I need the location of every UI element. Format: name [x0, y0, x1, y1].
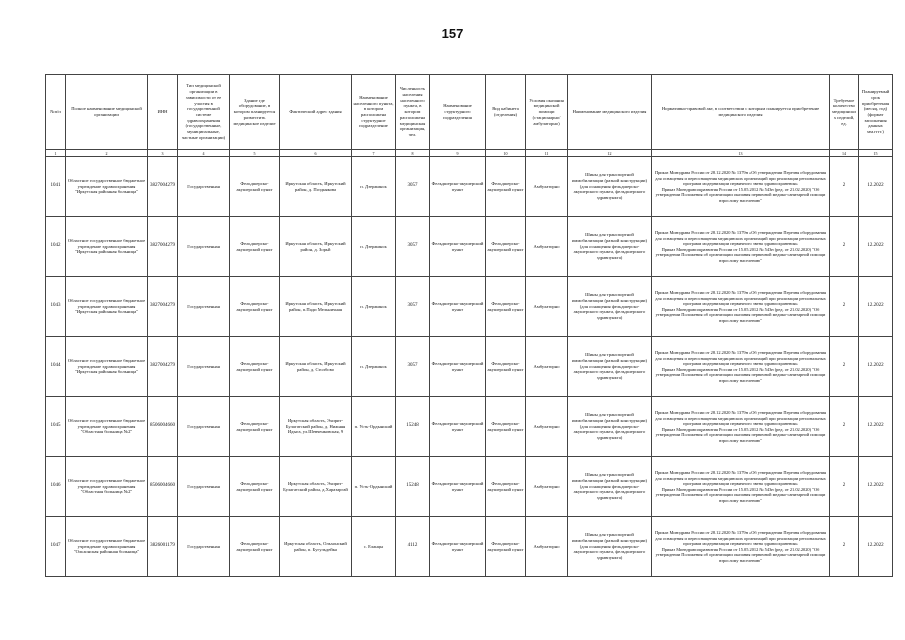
building: Фельдшерско-акушерский пункт	[230, 457, 280, 517]
purchase-term: 12.2022	[859, 277, 893, 337]
column-number: 3	[148, 150, 178, 157]
regulatory-act-line: Приказ Минздравсоцразвития России от 15.05.2012 № 543н (ред. от 21.02.2020) "Об утверждении Положения об организации оказания первичной медико-санитарной помощи взрослому населению"	[655, 426, 826, 443]
column-number: 15	[859, 150, 893, 157]
column-number: 12	[568, 150, 652, 157]
population: 3057	[396, 277, 430, 337]
purchase-term: 12.2022	[859, 217, 893, 277]
address: Иркутская область, Иркутский район, п.Пади Мельничная	[280, 277, 352, 337]
device-name: Шины для транспортной иммобилизации (разной конструкции) (для оснащения фельдшерско-акушерского пункта, фельдшерского здравпункта)	[568, 397, 652, 457]
subdivision: Фельдшерско-акушерский пункт	[430, 217, 486, 277]
column-number: 2	[66, 150, 148, 157]
organization-name: Областное государственное бюджетное учреждение здравоохранения "Областная больница №2"	[66, 457, 148, 517]
care-conditions: Амбулаторно	[526, 517, 568, 577]
regulatory-act-line: Приказ Минздравсоцразвития России от 15.05.2012 № 543н (ред. от 21.02.2020) "Об утверждении Положения об организации оказания первичной медико-санитарной помощи взрослому населению"	[655, 186, 826, 203]
regulatory-act-line: Приказ Минздрава России от 28.12.2020 № 1379н «Об утверждении Перечня оборудования для оснащения и переоснащения медицинских организаций при реализации региональных программ модернизации первичного звена здравоохранения»	[654, 410, 827, 426]
organization-name: Областное государственное бюджетное учреждение здравоохранения "Областная больница №2"	[66, 397, 148, 457]
address: Иркутская область, Иркутский район, д. Зорьй	[280, 217, 352, 277]
building: Фельдшерско-акушерский пункт	[230, 517, 280, 577]
header-cell: ИНН	[148, 75, 178, 150]
building: Фельдшерско-акушерский пункт	[230, 337, 280, 397]
quantity: 2	[830, 397, 859, 457]
subdivision: Фельдшерско-акушерский пункт	[430, 157, 486, 217]
care-conditions: Амбулаторно	[526, 217, 568, 277]
row-number: 1042	[46, 217, 66, 277]
column-number-row	[46, 150, 893, 157]
inn: 3827004279	[148, 157, 178, 217]
inn: 3827004279	[148, 337, 178, 397]
settlement: п. Усть-Ордынский	[352, 397, 396, 457]
inn: 3827004279	[148, 277, 178, 337]
organization-type: Государственная	[178, 517, 230, 577]
regulatory-act-line: Приказ Минздравсоцразвития России от 15.05.2012 № 543н (ред. от 21.02.2020) "Об утверждении Положения об организации оказания первичной медико-санитарной помощи взрослому населению"	[655, 306, 826, 323]
cabinet-type: Фельдшерско-акушерский пункт	[486, 277, 526, 337]
header-cell: Численность населения населенного пункта, в котором расположена медицинская организация, чел.	[396, 75, 430, 150]
row-number: 1047	[46, 517, 66, 577]
row-number: 1046	[46, 457, 66, 517]
header-cell: Вид кабинета (отделения)	[486, 75, 526, 150]
building: Фельдшерско-акушерский пункт	[230, 397, 280, 457]
building: Фельдшерско-акушерский пункт	[230, 157, 280, 217]
header-cell: Наименование медицинского изделия	[568, 75, 652, 150]
header-cell: Здание где оборудование, в котором планируется разместить медицинское изделие	[230, 75, 280, 150]
header-cell: Требуемое количество медицинских изделий, ед.	[830, 75, 859, 150]
table-row	[46, 517, 893, 577]
inn: 8506004660	[148, 397, 178, 457]
subdivision: Фельдшерско-акушерский пункт	[430, 457, 486, 517]
regulatory-act	[652, 517, 830, 577]
subdivision: Фельдшерско-акушерский пункт	[430, 397, 486, 457]
subdivision: Фельдшерско-акушерский пункт	[430, 517, 486, 577]
organization-type: Государственная	[178, 397, 230, 457]
device-name: Шины для транспортной иммобилизации (разной конструкции) (для оснащения фельдшерско-акушерского пункта, фельдшерского здравпункта)	[568, 517, 652, 577]
table-body	[46, 157, 893, 577]
device-name: Шины для транспортной иммобилизации (разной конструкции) (для оснащения фельдшерско-акушерского пункта, фельдшерского здравпункта)	[568, 457, 652, 517]
cabinet-type: Фельдшерско-акушерский пункт	[486, 157, 526, 217]
column-number: 8	[396, 150, 430, 157]
regulatory-act	[652, 277, 830, 337]
settlement: п. Усть-Ордынский	[352, 457, 396, 517]
table-row	[46, 457, 893, 517]
column-number: 10	[486, 150, 526, 157]
device-name: Шины для транспортной иммобилизации (разной конструкции) (для оснащения фельдшерско-акушерского пункта, фельдшерского здравпункта)	[568, 337, 652, 397]
care-conditions: Амбулаторно	[526, 337, 568, 397]
device-name: Шины для транспортной иммобилизации (разной конструкции) (для оснащения фельдшерско-акушерского пункта, фельдшерского здравпункта)	[568, 157, 652, 217]
header-cell: Фактический адрес здания	[280, 75, 352, 150]
population: 3057	[396, 337, 430, 397]
row-number: 1043	[46, 277, 66, 337]
table-row	[46, 337, 893, 397]
cabinet-type: Фельдшерско-акушерский пункт	[486, 517, 526, 577]
regulatory-act-line: Приказ Минздрава России от 28.12.2020 № 1379н «Об утверждении Перечня оборудования для оснащения и переоснащения медицинских организаций при реализации региональных программ модернизации первичного звена здравоохранения»	[654, 230, 827, 246]
cabinet-type: Фельдшерско-акушерский пункт	[486, 457, 526, 517]
purchase-term: 12.2022	[859, 337, 893, 397]
population: 15248	[396, 397, 430, 457]
subdivision: Фельдшерско-акушерский пункт	[430, 277, 486, 337]
column-number: 5	[230, 150, 280, 157]
settlement: п. Дзержинск	[352, 157, 396, 217]
purchase-term: 12.2022	[859, 157, 893, 217]
population: 3057	[396, 217, 430, 277]
settlement: п. Дзержинск	[352, 217, 396, 277]
regulatory-act-line: Приказ Минздравсоцразвития России от 15.05.2012 № 543н (ред. от 21.02.2020) "Об утверждении Положения об организации оказания первичной медико-санитарной помощи взрослому населению"	[655, 486, 826, 503]
care-conditions: Амбулаторно	[526, 157, 568, 217]
address: Иркутская область, Эхирит-Булагатский район, д.Харазаргай	[280, 457, 352, 517]
device-name: Шины для транспортной иммобилизации (разной конструкции) (для оснащения фельдшерско-акушерского пункта, фельдшерского здравпункта)	[568, 217, 652, 277]
organization-name: Областное государственное бюджетное учреждение здравоохранения "Иркутская районная больница"	[66, 157, 148, 217]
column-number: 1	[46, 150, 66, 157]
settlement: п. Дзержинск	[352, 337, 396, 397]
table-row	[46, 217, 893, 277]
care-conditions: Амбулаторно	[526, 277, 568, 337]
column-number: 7	[352, 150, 396, 157]
population: 15248	[396, 457, 430, 517]
regulatory-act	[652, 397, 830, 457]
header-cell: Полное наименование медицинской организации	[66, 75, 148, 150]
column-number: 14	[830, 150, 859, 157]
organization-type: Государственная	[178, 337, 230, 397]
header-cell: Наименование структурного подразделения	[430, 75, 486, 150]
regulatory-act-line: Приказ Минздрава России от 28.12.2020 № 1379н «Об утверждении Перечня оборудования для оснащения и переоснащения медицинских организаций при реализации региональных программ модернизации первичного звена здравоохранения»	[654, 290, 827, 306]
organization-name: Областное государственное бюджетное учреждение здравоохранения "Иркутская районная больница"	[66, 277, 148, 337]
regulatory-act	[652, 217, 830, 277]
header-cell: №п/п	[46, 75, 66, 150]
regulatory-act-line: Приказ Минздрава России от 28.12.2020 № 1379н «Об утверждении Перечня оборудования для оснащения и переоснащения медицинских организаций при реализации региональных программ модернизации первичного звена здравоохранения»	[654, 470, 827, 486]
regulatory-act-line: Приказ Минздрава России от 28.12.2020 № 1379н «Об утверждении Перечня оборудования для оснащения и переоснащения медицинских организаций при реализации региональных программ модернизации первичного звена здравоохранения»	[654, 350, 827, 366]
quantity: 2	[830, 217, 859, 277]
column-number: 9	[430, 150, 486, 157]
address: Иркутская область, Эхирит-Булагатский район, д. Нижняя Идыга, ул.Шевченковская, 9	[280, 397, 352, 457]
quantity: 2	[830, 277, 859, 337]
organization-type: Государственная	[178, 457, 230, 517]
address: Иркутская область, Иркутский район, д. Столбово	[280, 337, 352, 397]
column-number: 4	[178, 150, 230, 157]
building: Фельдшерско-акушерский пункт	[230, 277, 280, 337]
regulatory-act-line: Приказ Минздрава России от 28.12.2020 № 1379н «Об утверждении Перечня оборудования для оснащения и переоснащения медицинских организаций при реализации региональных программ модернизации первичного звена здравоохранения»	[654, 170, 827, 186]
building: Фельдшерско-акушерский пункт	[230, 217, 280, 277]
cabinet-type: Фельдшерско-акушерский пункт	[486, 337, 526, 397]
header-cell: Нормативно-правовой акт, в соответствии с которым планируется приобретение медицинского изделия	[652, 75, 830, 150]
quantity: 2	[830, 517, 859, 577]
quantity: 2	[830, 337, 859, 397]
organization-type: Государственная	[178, 217, 230, 277]
device-name: Шины для транспортной иммобилизации (разной конструкции) (для оснащения фельдшерско-акушерского пункта, фельдшерского здравпункта)	[568, 277, 652, 337]
column-number: 13	[652, 150, 830, 157]
care-conditions: Амбулаторно	[526, 457, 568, 517]
row-number: 1041	[46, 157, 66, 217]
row-number: 1045	[46, 397, 66, 457]
address: Иркутская область, Иркутский район, д. Позднякова	[280, 157, 352, 217]
header-cell: Наименование населенного пункта, в котором расположена структурное подразделение	[352, 75, 396, 150]
table-row	[46, 277, 893, 337]
column-number: 11	[526, 150, 568, 157]
header-cell: Тип медицинской организации в зависимости от ее участия в государственной системе здравоохранения (государственные, муниципальные, частные организации)	[178, 75, 230, 150]
header-row	[46, 75, 893, 150]
inn: 8506004660	[148, 457, 178, 517]
equipment-table-container	[45, 74, 890, 577]
header-cell: Планируемый срок приобретения (месяц, год) (формат заполнения данных мм.гггг.)	[859, 75, 893, 150]
population: 4112	[396, 517, 430, 577]
regulatory-act-line: Приказ Минздрава России от 28.12.2020 № 1379н «Об утверждении Перечня оборудования для оснащения и переоснащения медицинских организаций при реализации региональных программ модернизации первичного звена здравоохранения»	[654, 530, 827, 546]
organization-type: Государственная	[178, 157, 230, 217]
regulatory-act	[652, 457, 830, 517]
regulatory-act-line: Приказ Минздравсоцразвития России от 15.05.2012 № 543н (ред. от 21.02.2020) "Об утверждении Положения об организации оказания первичной медико-санитарной помощи взрослому населению"	[655, 366, 826, 383]
inn: 3827004279	[148, 217, 178, 277]
organization-name: Областное государственное бюджетное учреждение здравоохранения "Ольхонская районная больница"	[66, 517, 148, 577]
purchase-term: 12.2022	[859, 397, 893, 457]
population: 3057	[396, 157, 430, 217]
page-number: 157	[441, 26, 464, 41]
quantity: 2	[830, 157, 859, 217]
address: Иркутская область, Ольхонский район, п. Бугульдейка	[280, 517, 352, 577]
header-cell: Условия оказания медицинской помощи (стационарно/амбулаторно)	[526, 75, 568, 150]
organization-name: Областное государственное бюджетное учреждение здравоохранения "Иркутская районная больница"	[66, 337, 148, 397]
cabinet-type: Фельдшерско-акушерский пункт	[486, 217, 526, 277]
regulatory-act	[652, 337, 830, 397]
purchase-term: 12.2022	[859, 517, 893, 577]
regulatory-act-line: Приказ Минздравсоцразвития России от 15.05.2012 № 543н (ред. от 21.02.2020) "Об утверждении Положения об организации оказания первичной медико-санитарной помощи взрослому населению"	[655, 546, 826, 563]
quantity: 2	[830, 457, 859, 517]
equipment-table	[45, 74, 893, 577]
settlement: п. Дзержинск	[352, 277, 396, 337]
organization-type: Государственная	[178, 277, 230, 337]
table-row	[46, 397, 893, 457]
row-number: 1044	[46, 337, 66, 397]
cabinet-type: Фельдшерско-акушерский пункт	[486, 397, 526, 457]
purchase-term: 12.2022	[859, 457, 893, 517]
regulatory-act	[652, 157, 830, 217]
care-conditions: Амбулаторно	[526, 397, 568, 457]
subdivision: Фельдшерско-акушерский пункт	[430, 337, 486, 397]
regulatory-act-line: Приказ Минздравсоцразвития России от 15.05.2012 № 543н (ред. от 21.02.2020) "Об утверждении Положения об организации оказания первичной медико-санитарной помощи взрослому населению"	[655, 246, 826, 263]
column-number: 6	[280, 150, 352, 157]
table-row	[46, 157, 893, 217]
organization-name: Областное государственное бюджетное учреждение здравоохранения "Иркутская районная больница"	[66, 217, 148, 277]
inn: 3826001179	[148, 517, 178, 577]
settlement: с. Еланцы	[352, 517, 396, 577]
